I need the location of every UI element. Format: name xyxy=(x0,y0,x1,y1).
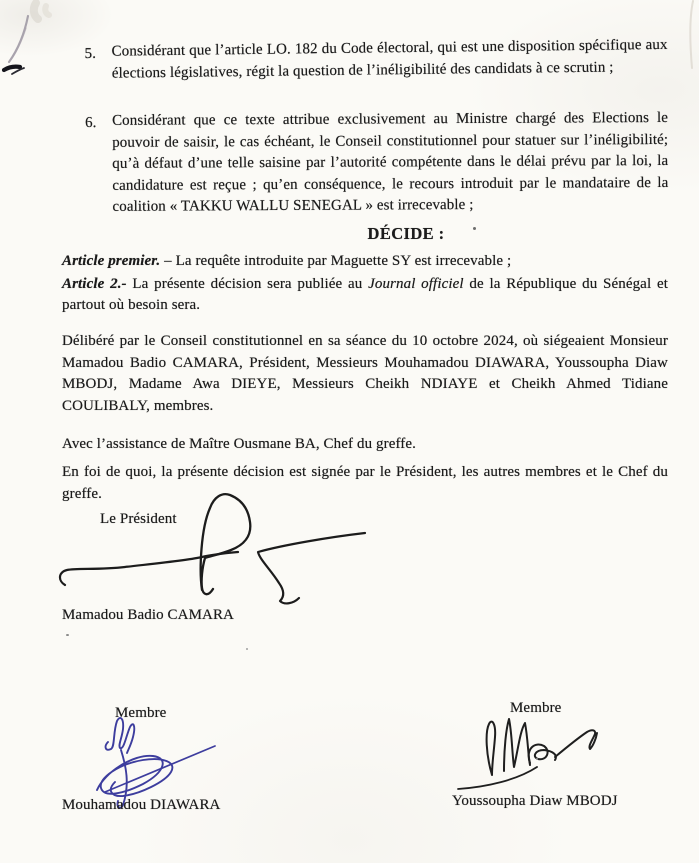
article-2 xyxy=(62,274,668,317)
deliberation-paragraph: Délibéré par le Conseil constitutionnel en sa séance du 10 octobre 2024, où siégeaient Monsieur Mamadou Badio CAMARA, Président, Messieurs Mouhamadou DIAWARA, Youssoupha Diaw MBODJ, Madame Awa DIEYE, Messieurs Cheikh NDIAYE et Cheikh Ahmed Tidiane COULIBALY, membres. xyxy=(62,332,668,414)
member-right-name: Youssoupha Diaw MBODJ xyxy=(452,793,618,809)
document-body xyxy=(62,36,669,505)
article-premier xyxy=(62,251,668,273)
considerant-6-number: 6. xyxy=(85,115,97,132)
article-premier-dash: – xyxy=(164,253,172,270)
article-2-journal-officiel: Journal officiel xyxy=(368,275,464,292)
scan-speck xyxy=(473,227,476,230)
member-right-title: Membre xyxy=(510,700,562,716)
president-name: Mamadou Badio CAMARA xyxy=(62,607,234,623)
scan-speck xyxy=(66,634,69,636)
considerant-6 xyxy=(85,108,669,219)
article-premier-text: La requête introduite par Maguette SY est irrecevable ; xyxy=(175,253,512,270)
president-signature xyxy=(55,490,375,615)
considerant-5 xyxy=(84,35,667,85)
member-left-title: Membre xyxy=(115,705,167,721)
assistance-line: Avec l’assistance de Maître Ousmane BA, Chef du greffe. xyxy=(62,436,416,453)
decide-heading: DÉCIDE : xyxy=(367,224,445,244)
considerant-5-number: 5. xyxy=(84,45,97,63)
president-title: Le Président xyxy=(100,511,177,527)
scan-speck xyxy=(536,758,538,760)
attestation-paragraph: En foi de quoi, la présente décision est signée par le Président, les autres membres et le Chef du greffe. xyxy=(62,463,668,502)
article-2-label: Article 2.- xyxy=(62,275,127,292)
article-2-text-after: de la République du Sénégal et partout où besoin sera. xyxy=(62,275,668,314)
article-2-text-before: La présente décision sera publiée au xyxy=(132,275,363,292)
member-left-name: Mouhamadou DIAWARA xyxy=(62,797,221,813)
article-premier-label: Article premier. xyxy=(62,253,161,270)
right-edge-crease xyxy=(680,0,699,70)
considerant-5-text: Considérant que l’article LO. 182 du Code électoral, qui est une disposition spécifique aux élections législatives, régit la question de l’inéligibilité des candidats à ce scrutin ; xyxy=(111,36,668,82)
considerant-6-text: Considérant que ce texte attribue exclusivement au Ministre chargé des Elections le pouvoir de saisir, le cas échéant, le Conseil constitutionnel pour statuer sur l’inéligibilité; qu’à défaut d’une telle saisine par l’autorité compétente dans le délai prévu par la loi, la candidature est reçue ; qu’en conséquence, le recours introduit par le mandataire de la coalition « TAKKU WALLU SENEGAL » est irrecevable ; xyxy=(112,110,669,216)
member-right-signature xyxy=(452,705,622,800)
scan-speck xyxy=(246,648,248,650)
